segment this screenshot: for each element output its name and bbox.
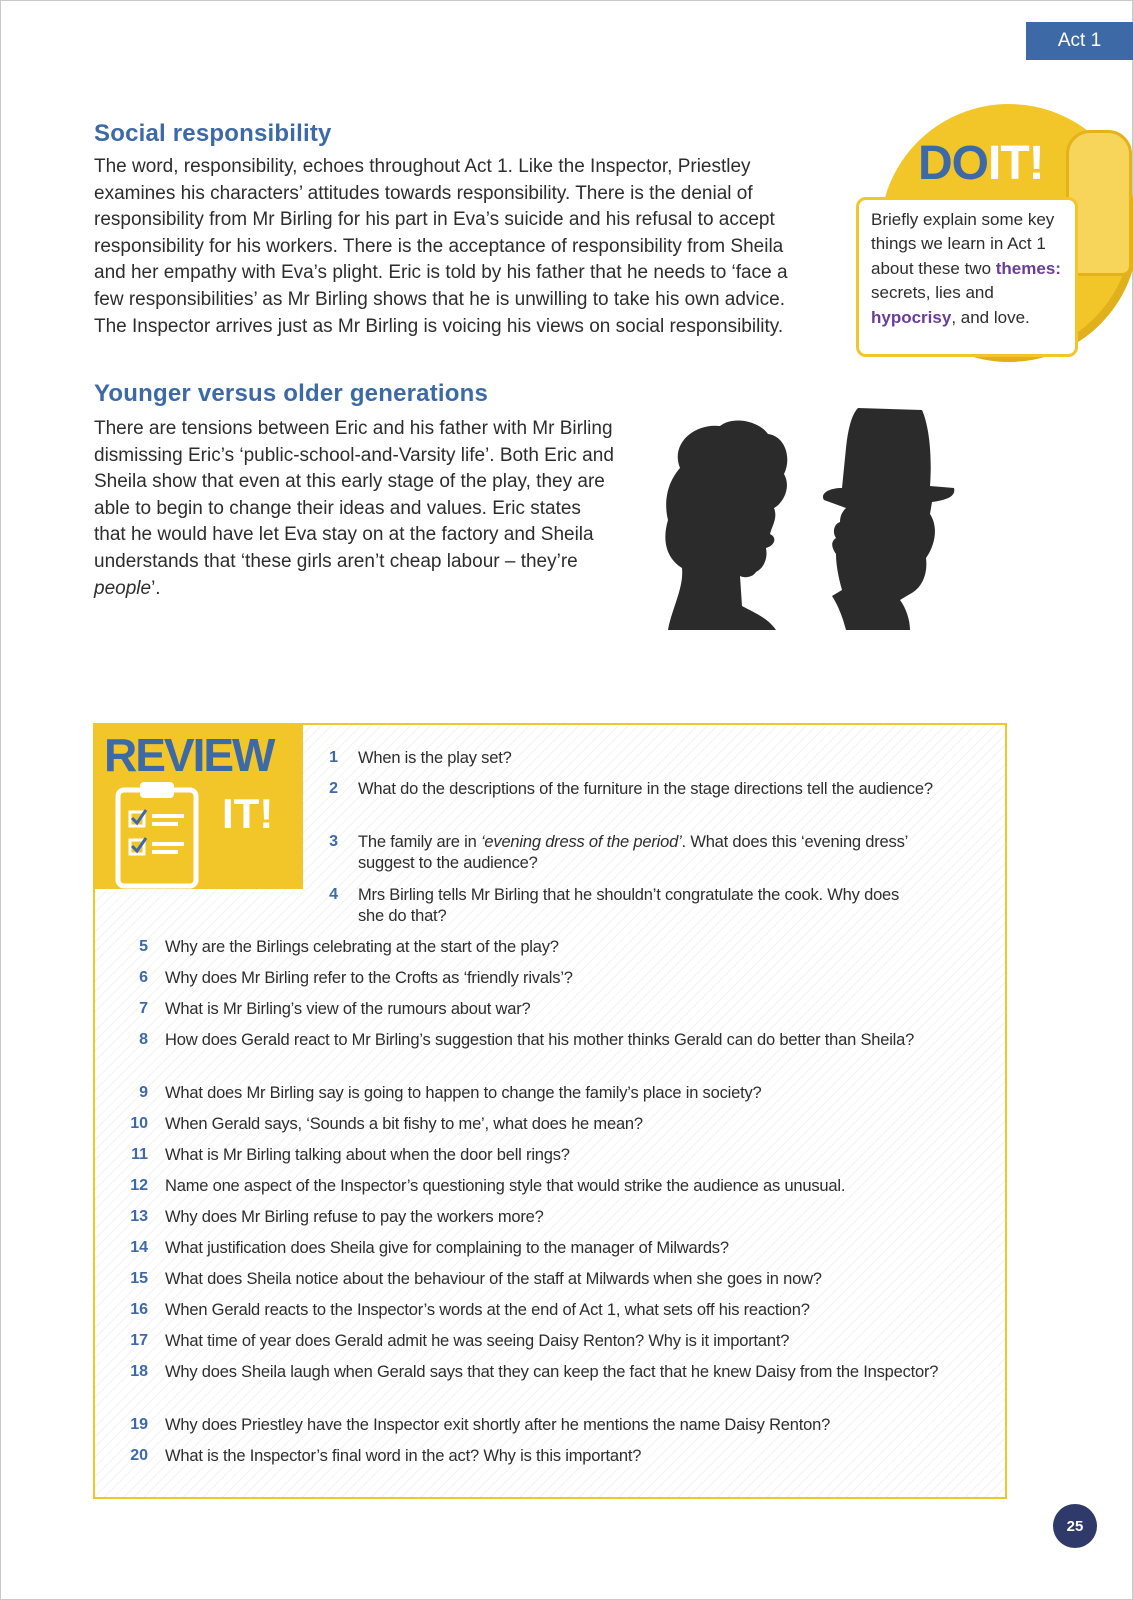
question-number: 6 [139,969,148,986]
question-text: Mrs Birling tells Mr Birling that he shouldn’t congratulate the cook. Why does she do that? [358,886,900,925]
question-text: How does Gerald react to Mr Birling’s suggestion that his mother thinks Gerald can do better than Sheila? [165,1031,915,1049]
question-number: 13 [130,1208,148,1225]
question-number: 16 [130,1301,148,1318]
question-text: The family are in ‘evening dress of the period’. What does this ‘evening dress’ suggest to the audience? [358,833,908,872]
question-text: Why does Mr Birling refer to the Crofts as ‘friendly rivals’? [165,969,573,987]
review-it-title: IT! [222,790,274,837]
woman-silhouette-icon [665,420,787,630]
section-body-social-responsibility: The word, responsibility, echoes throughout Act 1. Like the Inspector, Priestley examines his characters’ attitudes towards responsibility. There is the denial of responsibility from Mr Birling for his part in Eva’s suicide and his refusal to accept responsibility for his workers. There is the acceptance of responsibility from Sheila and her empathy with Eva’s plight. Eric is told by his father that he needs to ‘face a few responsibilities’ as Mr Birling shows that he is unwilling to take his own advice. The Inspector arrives just as Mr Birling is voicing his views on social responsibility. [94,156,788,337]
question-text: Why are the Birlings celebrating at the start of the play? [165,938,559,956]
question-number: 10 [130,1115,148,1132]
question-text: Why does Sheila laugh when Gerald says that they can keep the fact that he knew Daisy from the Inspector? [165,1363,939,1381]
man-silhouette-icon [823,408,954,630]
question-number: 20 [130,1447,148,1464]
silhouettes-image [660,408,980,638]
question-text: When Gerald says, ‘Sounds a bit fishy to me’, what does he mean? [165,1115,643,1133]
section-heading-generations: Younger versus older generations [94,380,489,407]
question-text: What does Mr Birling say is going to happen to change the family’s place in society? [165,1084,762,1102]
question-number: 17 [130,1332,148,1349]
question-text: What do the descriptions of the furniture in the stage directions tell the audience? [358,780,933,798]
question-number: 15 [130,1270,148,1287]
question-text: Name one aspect of the Inspector’s questioning style that would strike the audience as unusual. [165,1177,846,1195]
question-number: 3 [329,833,338,850]
question-text: Why does Mr Birling refuse to pay the workers more? [165,1208,544,1226]
act-label: Act 1 [1057,30,1102,51]
clipboard-icon [112,780,212,890]
keyword-themes: themes: [995,258,1061,278]
question-number: 4 [329,886,338,903]
question-number: 9 [139,1084,148,1101]
review-title: REVIEW [104,729,274,781]
question-text: Why does Priestley have the Inspector exit shortly after he mentions the name Daisy Renton? [165,1416,831,1434]
page-number: 25 [1053,1504,1097,1548]
question-text: What is the Inspector’s final word in the act? Why is this important? [165,1447,642,1465]
question-text: What is Mr Birling’s view of the rumours about war? [165,1000,531,1018]
question-text: What does Sheila notice about the behaviour of the staff at Milwards when she goes in now? [165,1270,822,1288]
question-number: 1 [329,749,338,766]
question-number: 14 [130,1239,148,1256]
section-body-generations: There are tensions between Eric and his father with Mr Birling dismissing Eric’s ‘public-school-and-Varsity life’. Both Eric and Sheila show that even at this early stage of the play, they are able to begin to change their ideas and values. Eric states that he would have let Eva stay on at the factory and Sheila understands that ‘these girls aren’t cheap labour – they’re people’. [94,418,614,599]
question-number: 19 [130,1416,148,1433]
question-number: 8 [139,1031,148,1048]
question-text: What justification does Sheila give for complaining to the manager of Milwards? [165,1239,729,1257]
question-text: When is the play set? [358,749,512,767]
question-number: 12 [130,1177,148,1194]
keyword-hypocrisy: hypocrisy [871,307,952,327]
question-number: 11 [131,1146,148,1163]
question-number: 5 [139,938,148,955]
question-number: 7 [139,1000,148,1017]
section-heading-social-responsibility: Social responsibility [94,120,332,147]
doit-title: DOIT! [918,137,1044,190]
question-number: 18 [130,1363,148,1380]
doit-task-box: Briefly explain some key things we learn in Act 1 about these two themes: secrets, lies and hypocrisy, and love. [856,197,1078,357]
question-text: What time of year does Gerald admit he was seeing Daisy Renton? Why is it important? [165,1332,790,1350]
question-text: What is Mr Birling talking about when the door bell rings? [165,1146,570,1164]
question-number: 2 [329,780,338,797]
question-text: When Gerald reacts to the Inspector’s words at the end of Act 1, what sets off his reaction? [165,1301,810,1319]
act-tab [1026,22,1133,60]
